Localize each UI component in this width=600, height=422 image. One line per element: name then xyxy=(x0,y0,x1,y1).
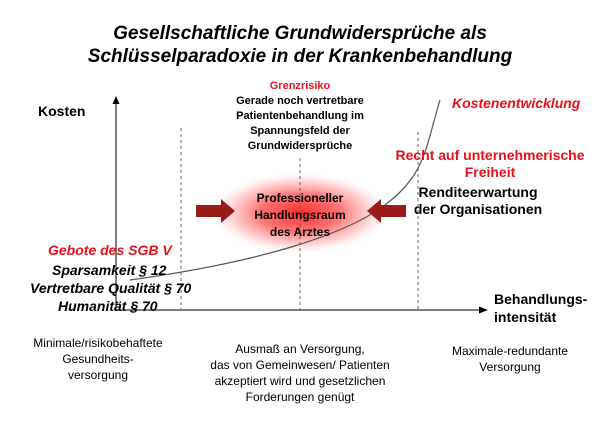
x-axis-arrowhead xyxy=(479,307,488,314)
bottom-middle-line: Ausmaß an Versorgung, xyxy=(235,342,365,356)
sgb-item: Vertretbare Qualität § 70 xyxy=(30,280,192,296)
right-red-line: Freiheit xyxy=(464,164,516,180)
x-axis-label-line: Behandlungs- xyxy=(494,291,588,307)
bottom-right-line: Versorgung xyxy=(479,360,541,374)
bottom-middle-line: akzeptiert wird und gesetzlichen xyxy=(214,374,386,388)
bottom-middle-line: Forderungen genügt xyxy=(245,390,355,404)
center-line: Handlungsraum xyxy=(254,208,346,222)
curve-label: Kostenentwicklung xyxy=(452,95,581,111)
bottom-left-line: Minimale/risikobehaftete xyxy=(33,336,163,350)
title-line-1: Gesellschaftliche Grundwidersprüche als xyxy=(113,23,487,44)
grenzrisiko-line: Grundwidersprüche xyxy=(247,140,353,152)
center-line: Professioneller xyxy=(256,191,344,205)
bottom-left-line: versorgung xyxy=(67,368,129,382)
y-axis-arrowhead xyxy=(113,96,120,104)
right-red-line: Recht auf unternehmerische xyxy=(395,147,585,163)
bottom-left-line: Gesundheits- xyxy=(62,352,134,366)
title-line-2: Schlüsselparadoxie in der Krankenbehandlung xyxy=(87,46,513,67)
right-black-block xyxy=(398,184,558,218)
y-axis-label: Kosten xyxy=(38,103,86,119)
right-black-line: Renditeerwartung xyxy=(418,184,538,200)
bottom-left-text xyxy=(18,335,178,383)
sgb-item: Sparsamkeit § 12 xyxy=(52,262,167,278)
right-text-block xyxy=(385,147,595,181)
x-axis-label xyxy=(494,290,587,326)
center-text-block xyxy=(230,190,370,241)
bottom-right-line: Maximale-redundante xyxy=(451,344,569,358)
bottom-right-text xyxy=(430,343,590,375)
grenzrisiko-heading: Grenzrisiko xyxy=(269,80,331,92)
sgb-heading: Gebote des SGB V xyxy=(48,242,172,258)
grenzrisiko-line: Spannungsfeld der xyxy=(250,125,350,137)
sgb-item: Humanität § 70 xyxy=(58,298,158,314)
center-line: des Arztes xyxy=(269,225,331,239)
grenzrisiko-line: Gerade noch vertretbare xyxy=(236,95,364,107)
grenzrisiko-block xyxy=(200,79,400,154)
right-black-line: der Organisationen xyxy=(413,201,543,217)
bottom-middle-line: das von Gemeinwesen/ Patienten xyxy=(210,358,390,372)
x-axis-label-line: intensität xyxy=(494,309,557,325)
bottom-middle-text xyxy=(190,341,410,405)
grenzrisiko-line: Patientenbehandlung im xyxy=(236,110,364,122)
